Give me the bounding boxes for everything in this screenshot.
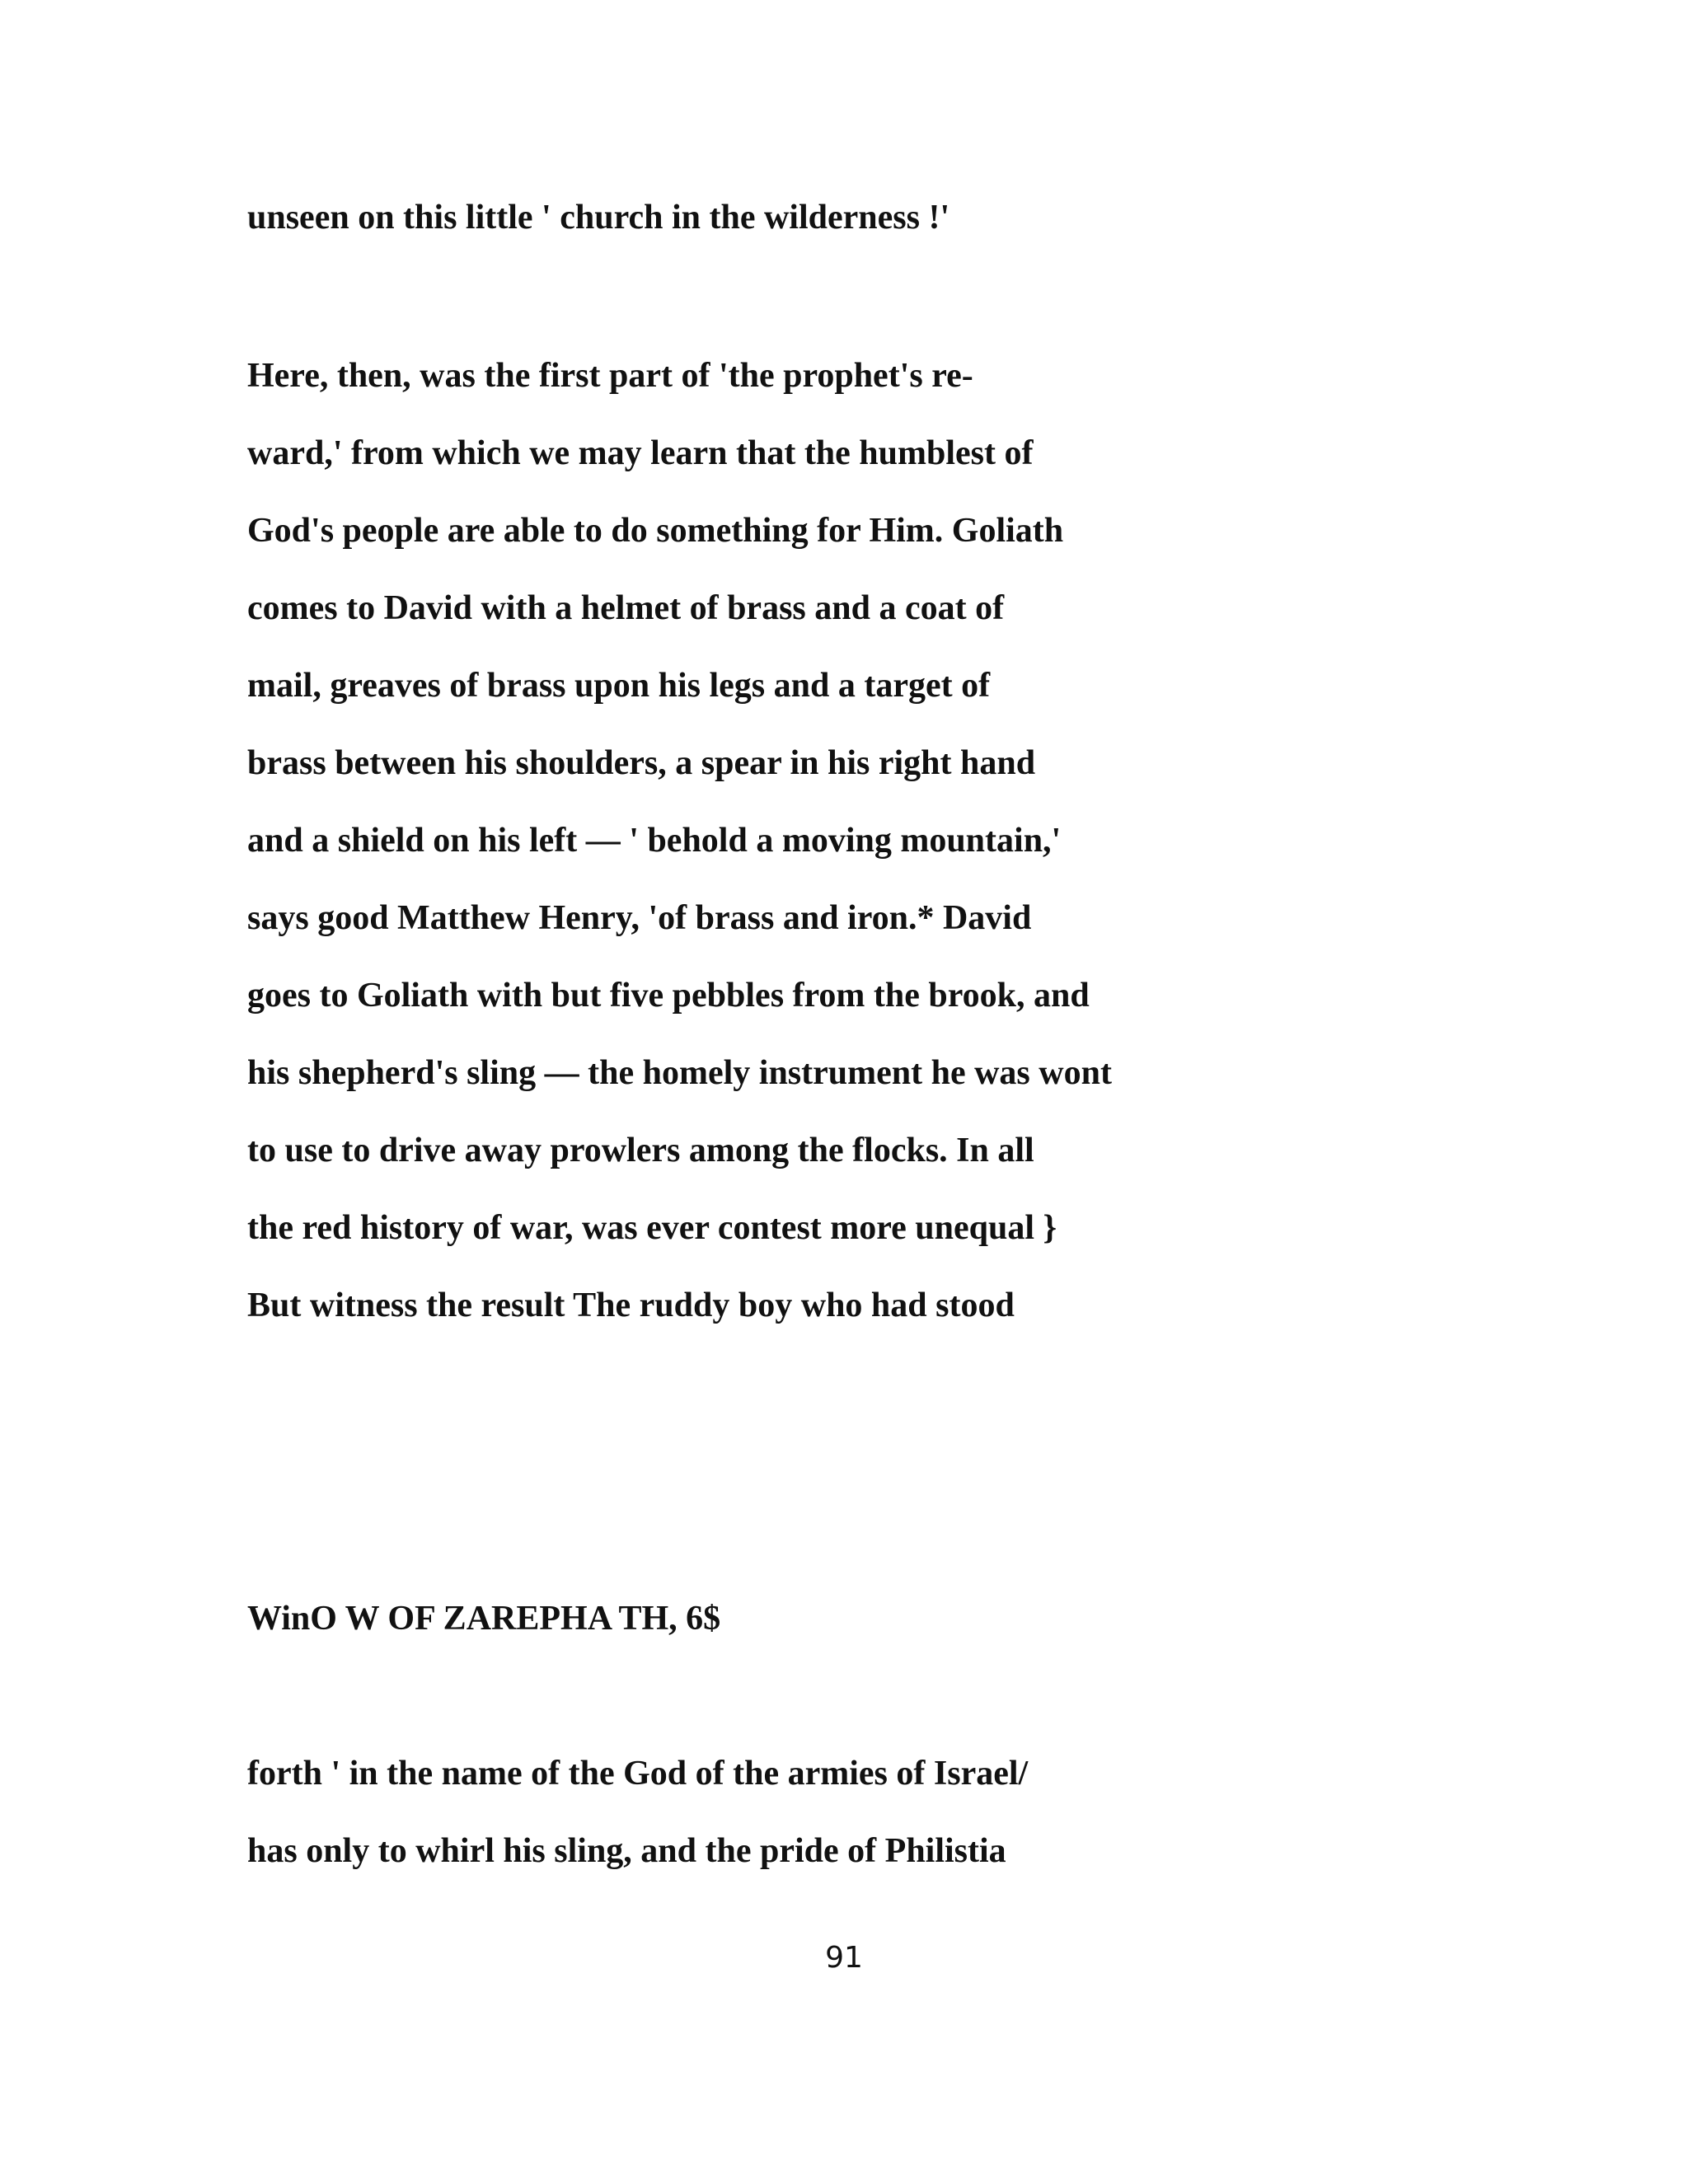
text-line: says good Matthew Henry, 'of brass and iron.* David (247, 899, 1032, 937)
text-line: the red history of war, was ever contest more unequal } (247, 1209, 1057, 1247)
text-line: ward,' from which we may learn that the humblest of (247, 434, 1034, 472)
text-line: his shepherd's sling — the homely instrument he was wont (247, 1054, 1112, 1092)
text-line: forth ' in the name of the God of the armies of Israel/ (247, 1755, 1029, 1793)
text-line: comes to David with a helmet of brass and a coat of (247, 589, 1005, 627)
text-line: to use to drive away prowlers among the flocks. In all (247, 1132, 1034, 1169)
text-line: God's people are able to do something for Him. Goliath (247, 512, 1064, 550)
text-line: unseen on this little ' church in the wilderness !' (247, 199, 950, 237)
text-line: and a shield on his left — ' behold a moving mountain,' (247, 822, 1062, 860)
text-line: brass between his shoulders, a spear in his right hand (247, 744, 1036, 782)
running-header: WinO W OF ZAREPHA TH, 6$ (247, 1600, 721, 1638)
text-line: Here, then, was the first part of 'the prophet's re- (247, 357, 973, 395)
page-number: 91 (825, 1941, 863, 1975)
text-line: goes to Goliath with but five pebbles from the brook, and (247, 977, 1090, 1015)
text-line: mail, greaves of brass upon his legs and a target of (247, 667, 991, 705)
text-line: has only to whirl his sling, and the pride of Philistia (247, 1832, 1006, 1870)
text-line: But witness the result The ruddy boy who had stood (247, 1286, 1015, 1324)
